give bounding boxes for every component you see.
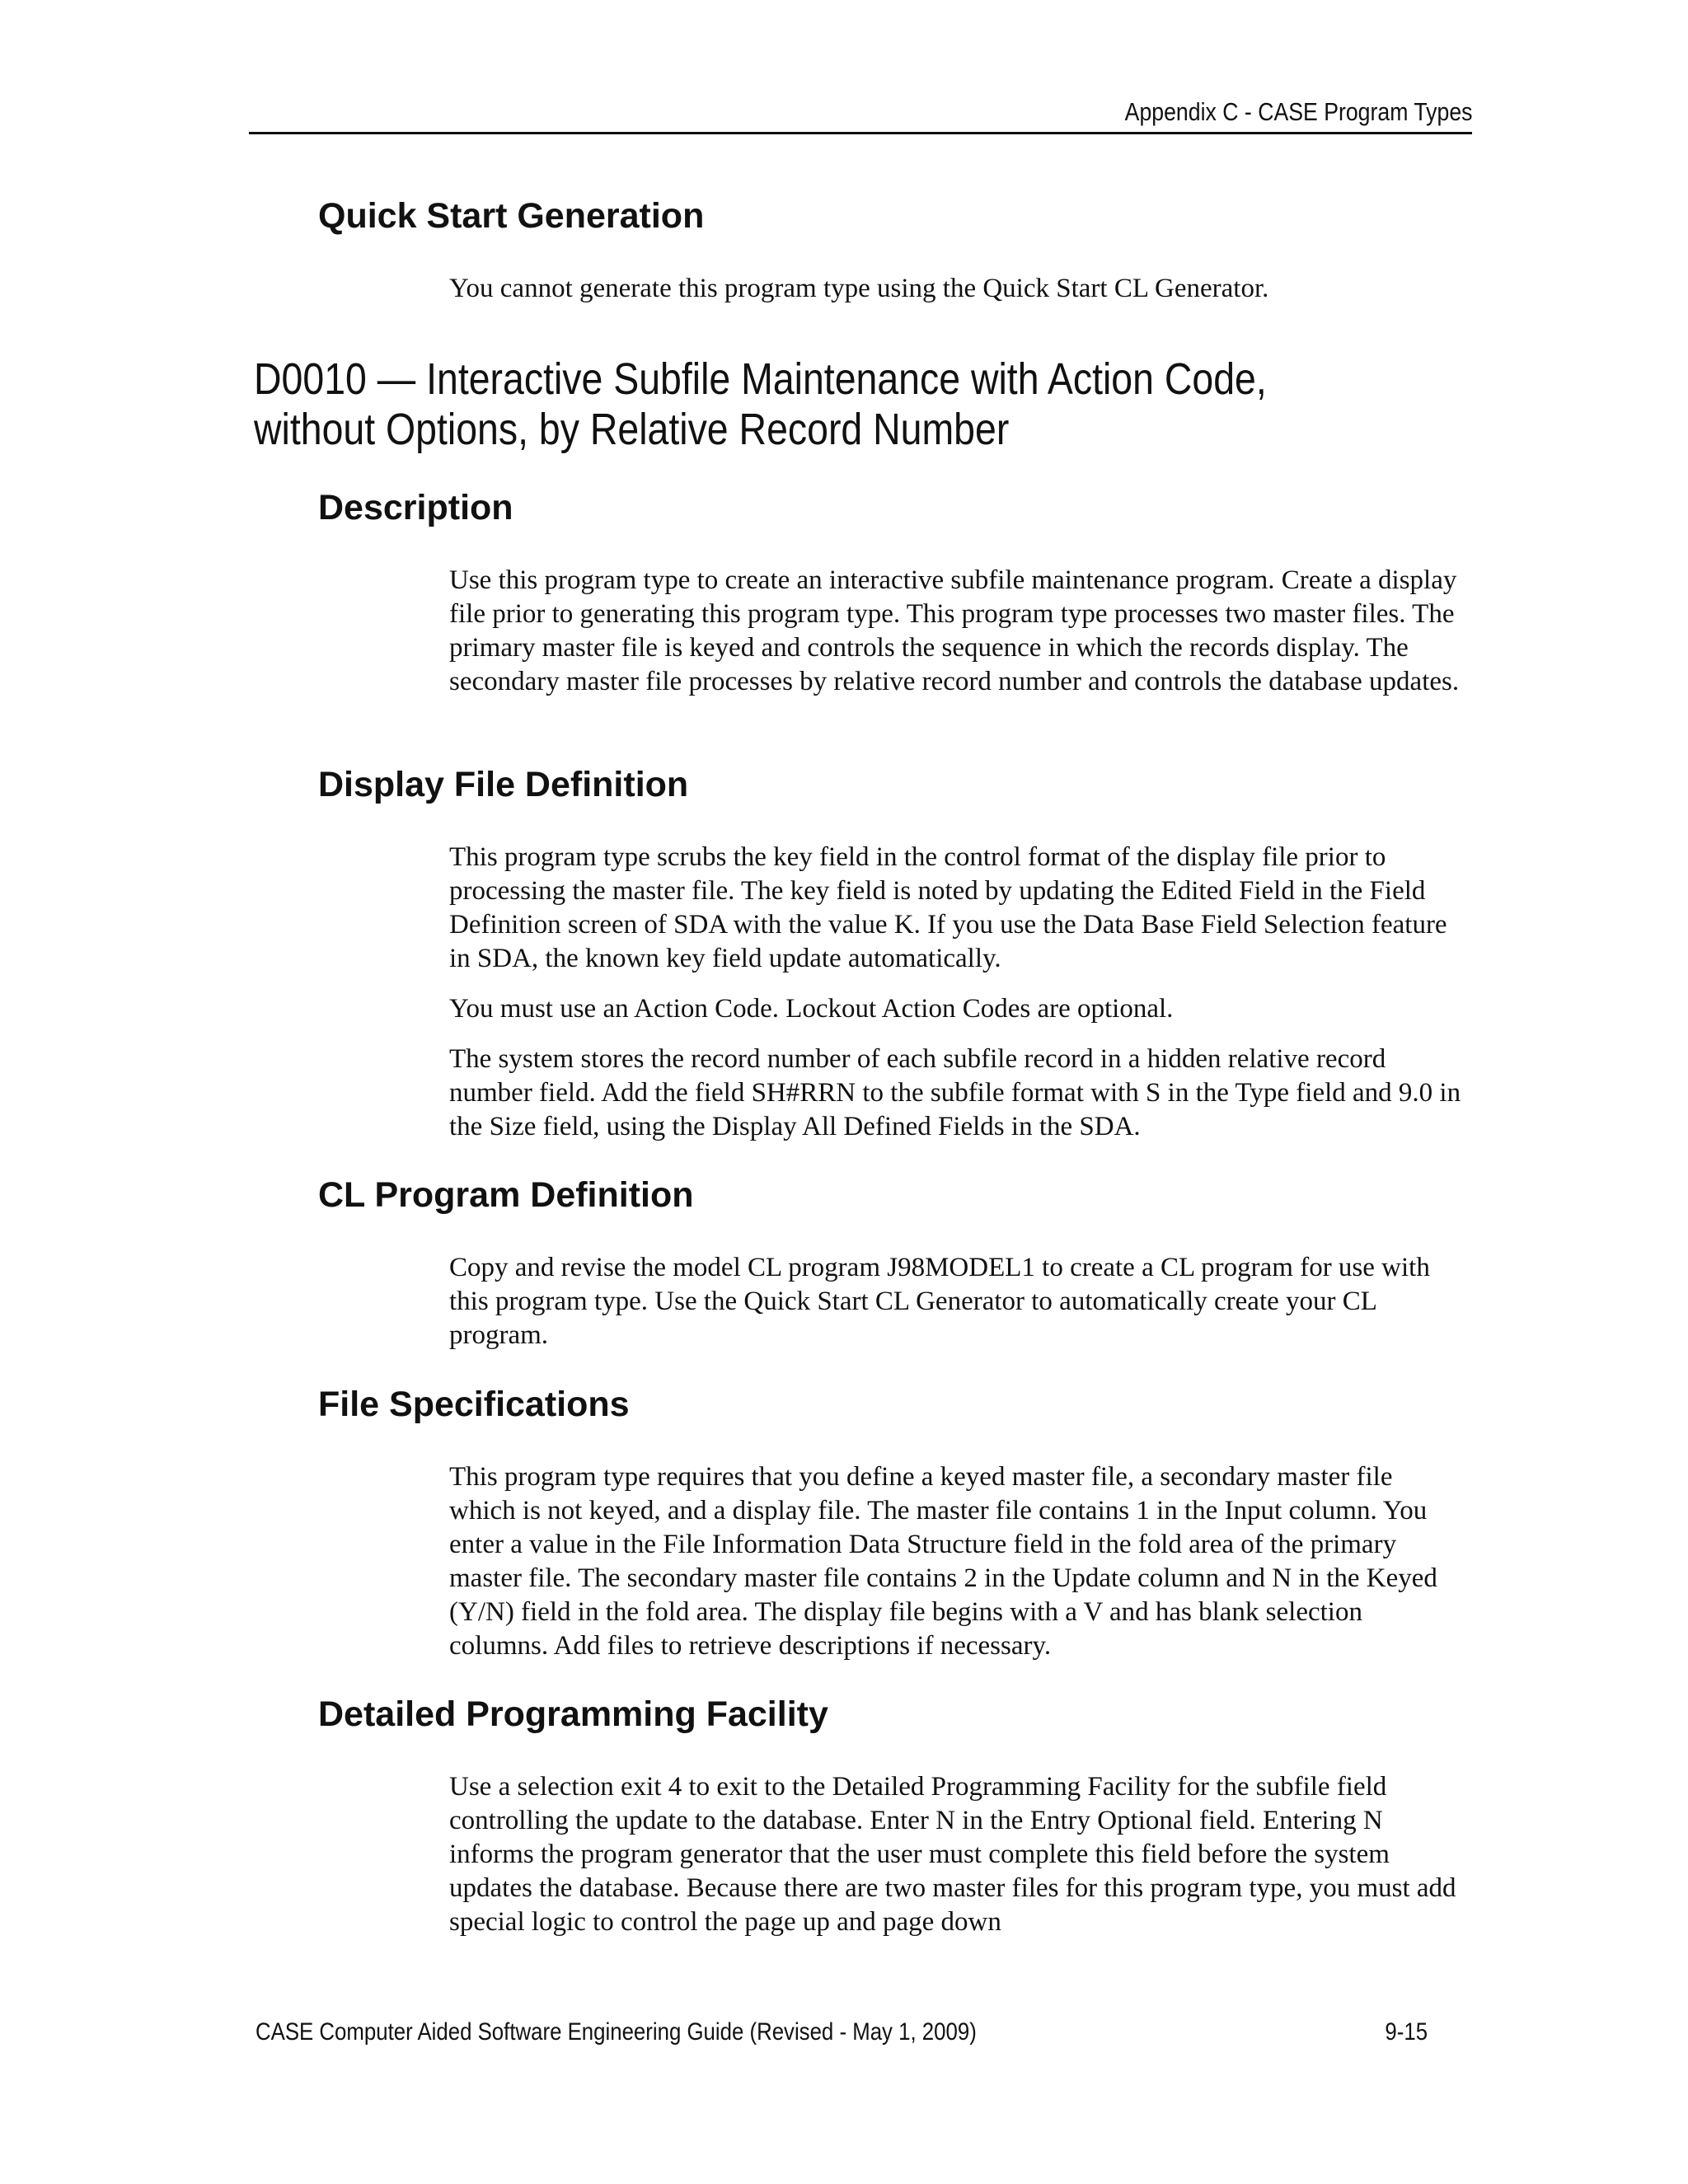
heading-quick-start-generation: Quick Start Generation: [318, 196, 705, 236]
heading-display-file-definition: Display File Definition: [318, 765, 689, 804]
running-header: [249, 94, 1472, 134]
paragraph: Copy and revise the model CL program J98MODEL1 to create a CL program for use with this program type. Use the Quick Start CL Generator to automatically create your CL program.: [449, 1253, 1430, 1350]
quick-start-body: [449, 272, 1463, 322]
footer-page-number: 9-15: [1385, 2018, 1428, 2046]
section-title: D0010 — Interactive Subfile Maintenance with Action Code, without Options, by Relative Record Number: [254, 354, 1267, 454]
paragraph: You cannot generate this program type using the Quick Start CL Generator.: [449, 274, 1269, 303]
heading-cl-program-definition: CL Program Definition: [318, 1175, 694, 1215]
heading-file-specifications: File Specifications: [318, 1385, 630, 1424]
cl-program-body: [449, 1251, 1463, 1369]
footer-guide-title: CASE Computer Aided Software Engineering Guide (Revised - May 1, 2009): [256, 2018, 977, 2046]
paragraph: This program type requires that you define a keyed master file, a secondary master file which is not keyed, and a display file. The master file contains 1 in the Input column. You enter a value in the File Information Data Structure field in the fold area of the primary master file. The secondary master file contains 2 in the Update column and N in the Keyed (Y/N) field in the fold area. The display file begins with a V and has blank selection columns. Add files to retrieve descriptions if necessary.: [449, 1462, 1437, 1661]
dpf-body: [449, 1770, 1463, 1956]
heading-description: Description: [318, 488, 513, 527]
display-file-body: [449, 841, 1463, 1160]
paragraph: You must use an Action Code. Lockout Action Codes are optional.: [449, 994, 1174, 1024]
paragraph: Use a selection exit 4 to exit to the Detailed Programming Facility for the subfile field controlling the update to the database. Enter N in the Entry Optional field. Entering N informs the program generator that the user must complete this field before the system updates the database. Because there are two master files for this program type, you must add special logic to control the page up and page down: [449, 1772, 1456, 1937]
heading-detailed-programming-facility: Detailed Programming Facility: [318, 1694, 828, 1734]
paragraph: The system stores the record number of each subfile record in a hidden relative record number field. Add the field SH#RRN to the subfile format with S in the Type field and 9.0 in the Size field, using the Display All Defined Fields in the SDA.: [449, 1044, 1461, 1141]
running-header-title: Appendix C - CASE Program Types: [1124, 97, 1472, 126]
file-specs-body: [449, 1460, 1463, 1680]
description-body: [449, 564, 1463, 715]
paragraph: Use this program type to create an interactive subfile maintenance program. Create a display file prior to generating this program type. This program type processes two master files. The primary master file is keyed and controls the sequence in which the records display. The secondary master file processes by relative record number and controls the database updates.: [449, 565, 1460, 696]
paragraph: This program type scrubs the key field in the control format of the display file prior to processing the master file. The key field is noted by updating the Edited Field in the Field Definition screen of SDA with the value K. If you use the Data Base Field Selection feature in SDA, the known key field update automatically.: [449, 842, 1447, 973]
